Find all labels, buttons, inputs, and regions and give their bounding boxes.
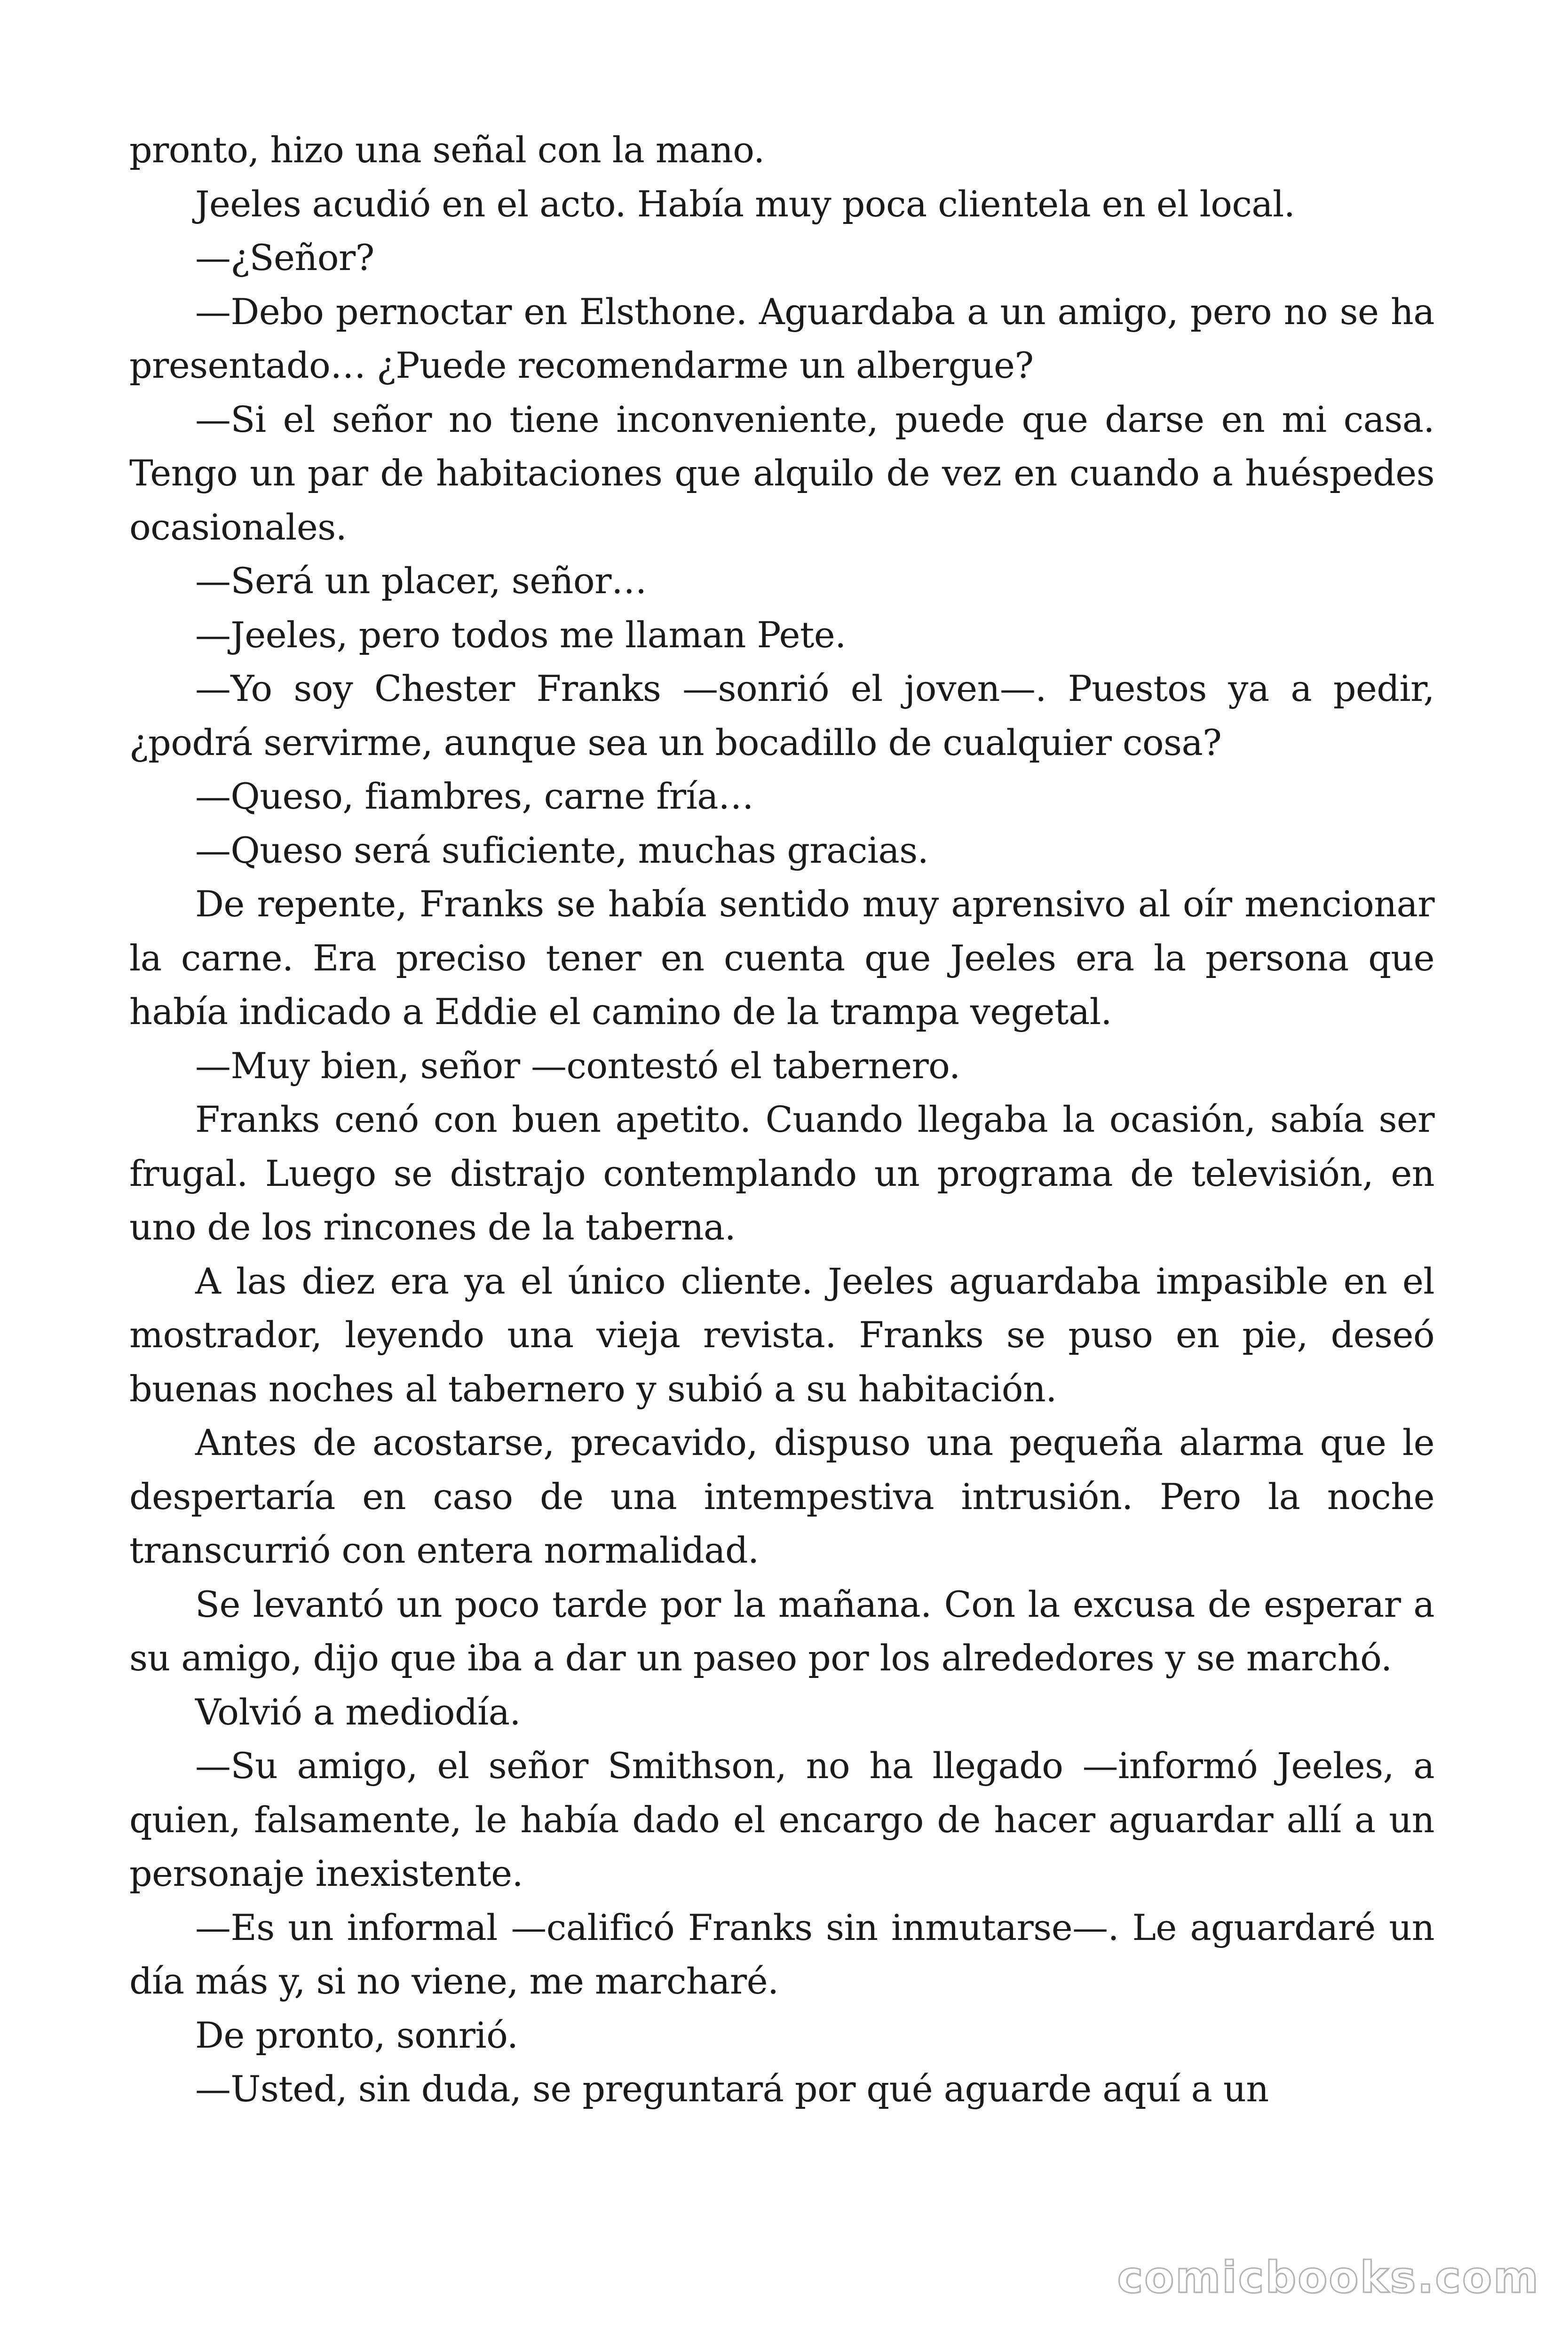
paragraph-18: —Su amigo, el señor Smithson, no ha llegado —informó Jeeles, a quien, falsamente, le había dado el encargo de hacer aguardar allí a un personaje inexistente. <box>129 1745 1434 1894</box>
paragraph-7: —Jeeles, pero todos me llaman Pete. <box>195 613 846 656</box>
paragraph-1: pronto, hizo una señal con la mano. <box>129 129 765 171</box>
paragraph-16: Se levantó un poco tarde por la mañana. Con la excusa de esperar a su amigo, dijo que iba a dar un paseo por los alrededores y se marchó. <box>129 1583 1434 1679</box>
paragraph-12: —Muy bien, señor —contestó el tabernero. <box>195 1044 960 1087</box>
paragraph-5: —Si el señor no tiene inconveniente, puede que darse en mi casa. Tengo un par de habitaciones que alquilo de vez en cuando a huéspedes ocasionales. <box>129 398 1434 548</box>
paragraph-6: —Será un placer, señor… <box>195 560 647 602</box>
paragraph-21: —Usted, sin duda, se preguntará por qué aguarde aquí a un <box>195 2068 1269 2110</box>
page-text <box>129 123 1434 2116</box>
paragraph-10: —Queso será suficiente, muchas gracias. <box>195 829 929 871</box>
paragraph-20: De pronto, sonrió. <box>195 2014 518 2056</box>
paragraph-19: —Es un informal —calificó Franks sin inmutarse—. Le aguardaré un día más y, si no viene, me marcharé. <box>129 1906 1434 2002</box>
paragraph-2: Jeeles acudió en el acto. Había muy poca clientela en el local. <box>195 183 1295 225</box>
paragraph-9: —Queso, fiambres, carne fría… <box>195 775 754 817</box>
paragraph-17: Volvió a mediodía. <box>195 1691 521 1733</box>
paragraph-4: —Debo pernoctar en Elsthone. Aguardaba a un amigo, pero no se ha presentado… ¿Puede recomendarme un albergue? <box>129 290 1434 386</box>
paragraph-14: A las diez era ya el único cliente. Jeeles aguardaba impasible en el mostrador, leyendo una vieja revista. Franks se puso en pie, deseó buenas noches al tabernero y subió a su habitación. <box>129 1260 1434 1410</box>
watermark-logo: comicbooks.com <box>1117 2252 1540 2303</box>
paragraph-11: De repente, Franks se había sentido muy aprensivo al oír mencionar la carne. Era preciso tener en cuenta que Jeeles era la persona que había indicado a Eddie el camino de la trampa vegetal. <box>129 883 1434 1033</box>
paragraph-8: —Yo soy Chester Franks —sonrió el joven—. Puestos ya a pedir, ¿podrá servirme, aunque sea un bocadillo de cualquier cosa? <box>129 667 1434 763</box>
paragraph-3: —¿Señor? <box>195 237 374 278</box>
paragraph-13: Franks cenó con buen apetito. Cuando llegaba la ocasión, sabía ser frugal. Luego se distrajo contemplando un programa de televisión, en uno de los rincones de la taberna. <box>129 1098 1434 1248</box>
paragraph-15: Antes de acostarse, precavido, dispuso una pequeña alarma que le despertaría en caso de una intempestiva intrusión. Pero la noche transcurrió con entera normalidad. <box>129 1422 1434 1571</box>
